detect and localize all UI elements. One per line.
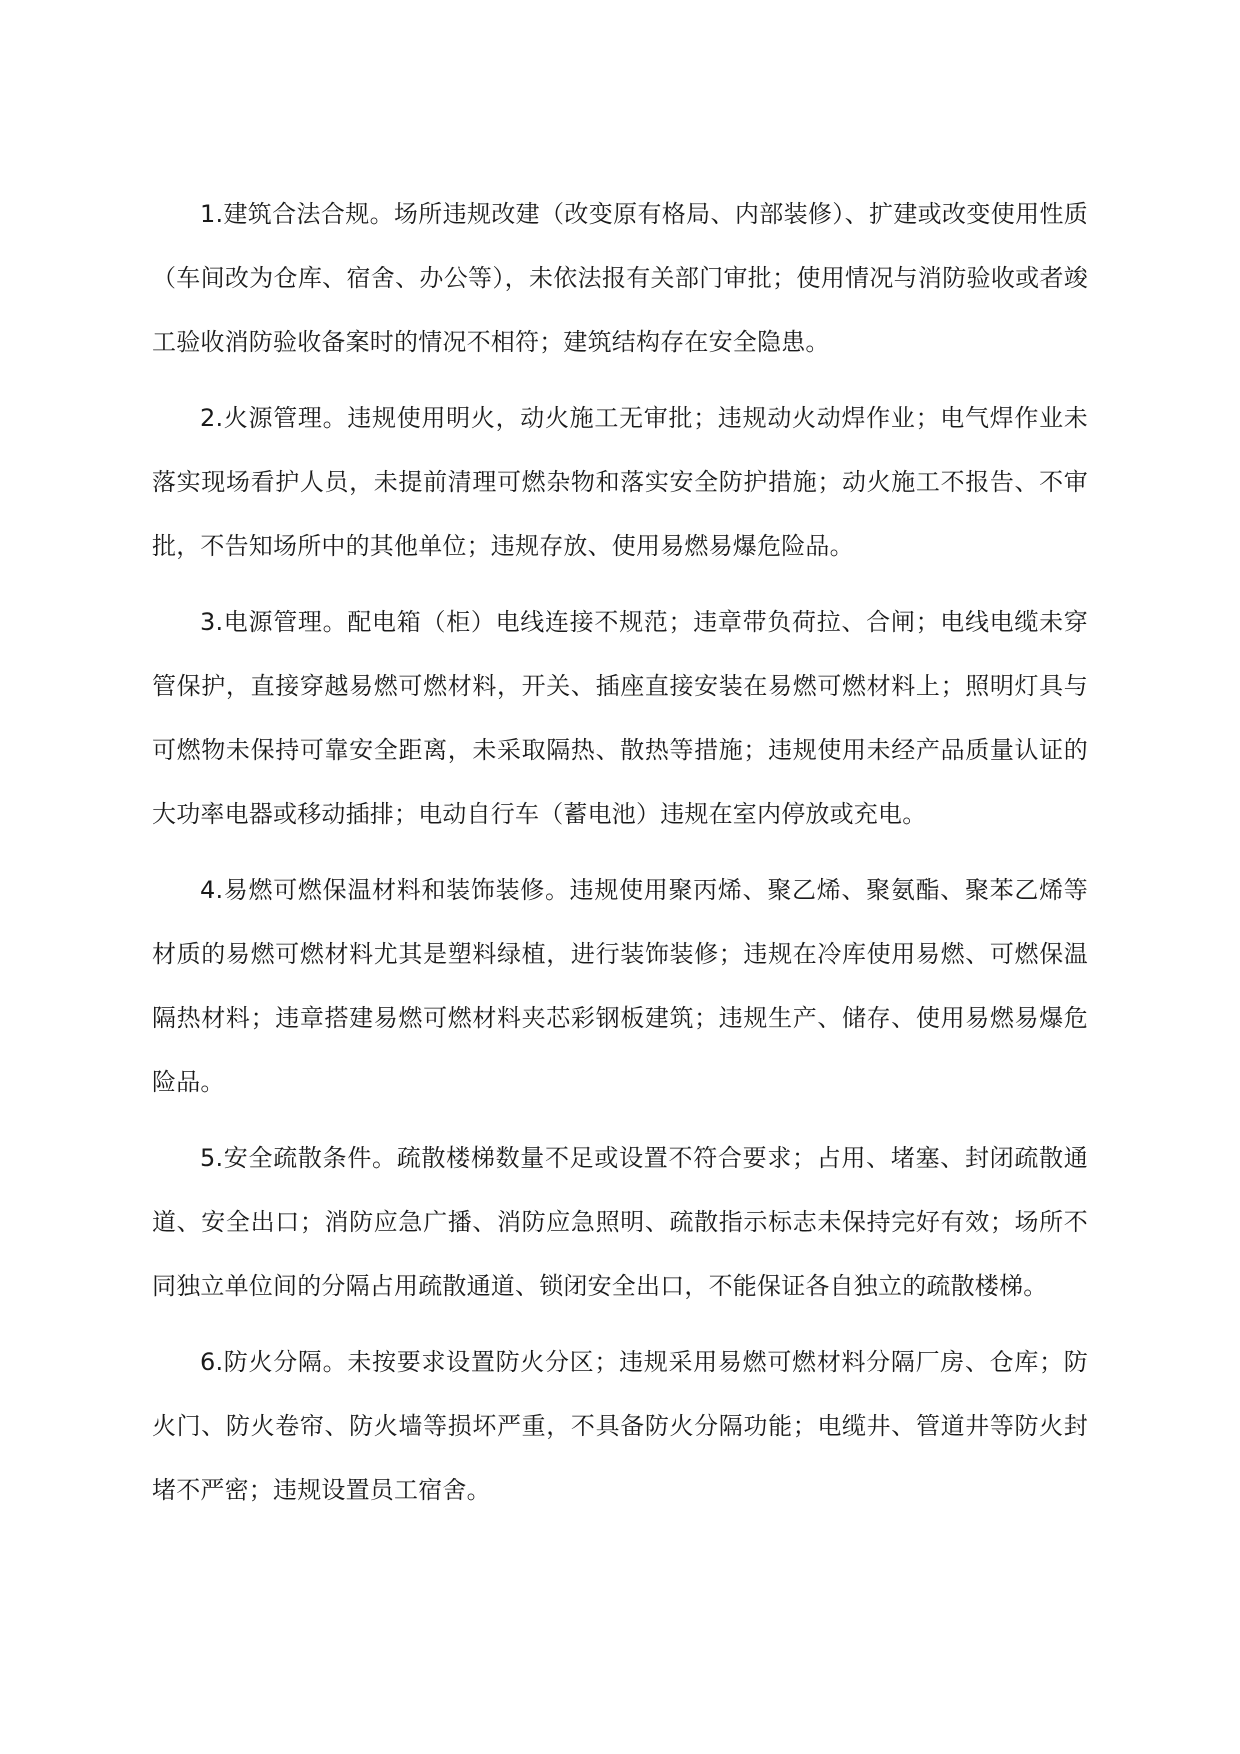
- paragraph-power-management: 3.电源管理。配电箱（柜）电线连接不规范；违章带负荷拉、合闸；电线电缆未穿管保护，直接穿越易燃可燃材料，开关、插座直接安装在易燃可燃材料上；照明灯具与可燃物未保持可靠安全距离，未采取隔热、散热等措施；违规使用未经产品质量认证的大功率电器或移动插排；电动自行车（蓄电池）违规在室内停放或充电。: [152, 608, 1088, 828]
- document-body: [152, 182, 1088, 1534]
- paragraph-flammable-materials: 4.易燃可燃保温材料和装饰装修。违规使用聚丙烯、聚乙烯、聚氨酯、聚苯乙烯等材质的易燃可燃材料尤其是塑料绿植，进行装饰装修；违规在冷库使用易燃、可燃保温隔热材料；违章搭建易燃可燃材料夹芯彩钢板建筑；违规生产、储存、使用易燃易爆危险品。: [152, 876, 1088, 1096]
- paragraph-fire-source-management: 2.火源管理。违规使用明火，动火施工无审批；违规动火动焊作业；电气焊作业未落实现场看护人员，未提前清理可燃杂物和落实安全防护措施；动火施工不报告、不审批，不告知场所中的其他单位；违规存放、使用易燃易爆危险品。: [152, 404, 1088, 560]
- paragraph-safe-evacuation: 5.安全疏散条件。疏散楼梯数量不足或设置不符合要求；占用、堵塞、封闭疏散通道、安全出口；消防应急广播、消防应急照明、疏散指示标志未保持完好有效；场所不同独立单位间的分隔占用疏散通道、锁闭安全出口，不能保证各自独立的疏散楼梯。: [152, 1144, 1088, 1300]
- paragraph-building-compliance: 1.建筑合法合规。场所违规改建（改变原有格局、内部装修）、扩建或改变使用性质（车间改为仓库、宿舍、办公等），未依法报有关部门审批；使用情况与消防验收或者竣工验收消防验收备案时的情况不相符；建筑结构存在安全隐患。: [152, 200, 1088, 356]
- paragraph-fire-separation: 6.防火分隔。未按要求设置防火分区；违规采用易燃可燃材料分隔厂房、仓库；防火门、防火卷帘、防火墙等损坏严重，不具备防火分隔功能；电缆井、管道井等防火封堵不严密；违规设置员工宿舍。: [152, 1348, 1088, 1504]
